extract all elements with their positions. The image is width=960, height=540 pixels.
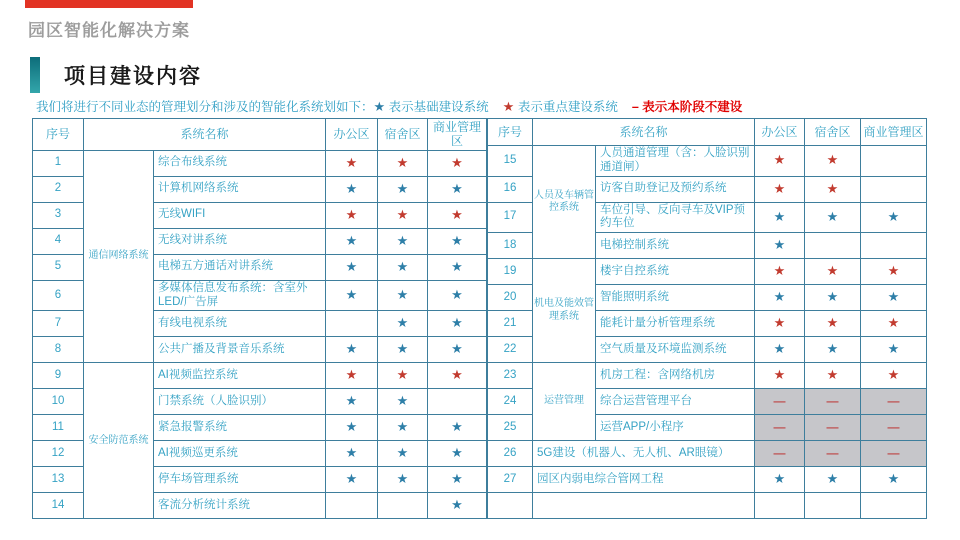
mark-cell bbox=[755, 285, 805, 311]
mark-cell bbox=[326, 337, 378, 363]
seq-cell: 5 bbox=[33, 254, 84, 280]
seq-cell: 1 bbox=[33, 150, 84, 176]
mark-cell bbox=[805, 337, 861, 363]
mark-cell bbox=[861, 311, 927, 337]
key-star-icon: ★ bbox=[345, 367, 358, 383]
not-built-dash-icon: — bbox=[826, 393, 839, 408]
seq-cell: 20 bbox=[488, 285, 533, 311]
system-name-cell: 运营APP/小程序 bbox=[596, 415, 755, 441]
seq-cell: 11 bbox=[33, 415, 84, 441]
mark-cell bbox=[805, 176, 861, 202]
basic-star-icon: ★ bbox=[451, 287, 463, 303]
mark-cell bbox=[755, 337, 805, 363]
basic-star-icon: ★ bbox=[826, 289, 839, 305]
mark-cell bbox=[755, 202, 805, 233]
basic-star-icon: ★ bbox=[773, 341, 786, 357]
basic-star-icon: ★ bbox=[451, 497, 463, 513]
mark-cell bbox=[378, 415, 428, 441]
not-built-dash-icon: — bbox=[887, 419, 900, 434]
basic-star-icon: ★ bbox=[451, 315, 463, 331]
seq-cell: 7 bbox=[33, 311, 84, 337]
mark-cell bbox=[861, 363, 927, 389]
mark-cell bbox=[378, 389, 428, 415]
mark-cell bbox=[861, 146, 927, 177]
mark-cell bbox=[378, 202, 428, 228]
system-name-cell: 5G建设（机器人、无人机、AR眼镜） bbox=[533, 441, 755, 467]
section-title: 项目建设内容 bbox=[64, 65, 202, 88]
system-name-cell: 智能照明系统 bbox=[596, 285, 755, 311]
seq-cell: 21 bbox=[488, 311, 533, 337]
header-dorm-area: 宿舍区 bbox=[805, 119, 861, 146]
system-name-cell bbox=[533, 493, 755, 519]
key-star-icon: ★ bbox=[773, 263, 786, 279]
mark-cell bbox=[326, 254, 378, 280]
key-star-icon: ★ bbox=[887, 263, 900, 279]
basic-star-icon: ★ bbox=[396, 419, 409, 435]
system-name-cell: 无线WIFI bbox=[154, 202, 326, 228]
mark-cell bbox=[428, 467, 487, 493]
table-row bbox=[488, 259, 927, 285]
system-name-cell: 公共广播及背景音乐系统 bbox=[154, 337, 326, 363]
category-cell: 通信网络系统 bbox=[84, 150, 154, 363]
system-name-cell: 综合运营管理平台 bbox=[596, 389, 755, 415]
basic-star-icon: ★ bbox=[451, 258, 463, 274]
mark-cell bbox=[378, 311, 428, 337]
header-row bbox=[33, 119, 487, 151]
key-star-icon: ★ bbox=[773, 315, 786, 331]
mark-cell bbox=[805, 311, 861, 337]
seq-cell: 17 bbox=[488, 202, 533, 233]
mark-cell bbox=[755, 259, 805, 285]
header-office-area: 办公区 bbox=[755, 119, 805, 146]
mark-cell bbox=[378, 441, 428, 467]
key-star-icon: ★ bbox=[826, 180, 839, 196]
mark-cell bbox=[428, 311, 487, 337]
basic-star-icon: ★ bbox=[396, 258, 409, 274]
basic-star-icon: ★ bbox=[345, 232, 358, 248]
mark-cell bbox=[378, 467, 428, 493]
seq-cell: 18 bbox=[488, 233, 533, 259]
seq-cell: 13 bbox=[33, 467, 84, 493]
key-star-icon: ★ bbox=[773, 367, 786, 383]
basic-star-icon: ★ bbox=[887, 341, 900, 357]
mark-cell bbox=[326, 202, 378, 228]
system-name-cell: 能耗计量分析管理系统 bbox=[596, 311, 755, 337]
mark-cell bbox=[326, 176, 378, 202]
mark-cell bbox=[755, 176, 805, 202]
mark-cell bbox=[805, 467, 861, 493]
key-star-icon: ★ bbox=[345, 206, 358, 222]
mark-cell bbox=[805, 493, 861, 519]
mark-cell bbox=[861, 285, 927, 311]
basic-star-icon: ★ bbox=[451, 341, 463, 357]
mark-cell bbox=[755, 467, 805, 493]
basic-star-icon: ★ bbox=[373, 99, 386, 114]
mark-cell bbox=[378, 228, 428, 254]
header-commercial-area: 商业管理区 bbox=[861, 119, 927, 146]
basic-star-icon: ★ bbox=[396, 287, 409, 303]
category-cell: 机电及能效管理系统 bbox=[533, 259, 596, 363]
mark-cell bbox=[861, 176, 927, 202]
header-office-area: 办公区 bbox=[326, 119, 378, 151]
system-name-cell: 紧急报警系统 bbox=[154, 415, 326, 441]
seq-cell: 3 bbox=[33, 202, 84, 228]
key-star-icon: ★ bbox=[887, 315, 900, 331]
category-cell: 运营管理 bbox=[533, 363, 596, 441]
key-star-icon: ★ bbox=[451, 367, 463, 383]
basic-star-icon: ★ bbox=[773, 208, 786, 224]
legend-key-label: 表示重点建设系统 bbox=[517, 100, 618, 114]
mark-cell bbox=[326, 467, 378, 493]
seq-cell: 26 bbox=[488, 441, 533, 467]
mark-cell bbox=[861, 233, 927, 259]
key-star-icon: ★ bbox=[773, 180, 786, 196]
header-row bbox=[488, 119, 927, 146]
seq-cell: 16 bbox=[488, 176, 533, 202]
system-name-cell: 电梯控制系统 bbox=[596, 233, 755, 259]
basic-star-icon: ★ bbox=[451, 419, 463, 435]
not-built-dash-icon: — bbox=[773, 445, 786, 460]
mark-cell bbox=[378, 337, 428, 363]
key-star-icon: ★ bbox=[826, 367, 839, 383]
seq-cell: 2 bbox=[33, 176, 84, 202]
system-name-cell: 客流分析统计系统 bbox=[154, 493, 326, 519]
basic-star-icon: ★ bbox=[451, 232, 463, 248]
table-row bbox=[488, 441, 927, 467]
system-name-cell: 楼宇自控系统 bbox=[596, 259, 755, 285]
mark-cell bbox=[805, 285, 861, 311]
key-star-icon: ★ bbox=[826, 263, 839, 279]
seq-cell: 6 bbox=[33, 280, 84, 311]
seq-cell: 24 bbox=[488, 389, 533, 415]
mark-cell bbox=[428, 389, 487, 415]
key-star-icon: ★ bbox=[451, 154, 463, 170]
basic-star-icon: ★ bbox=[887, 471, 900, 487]
basic-star-icon: ★ bbox=[451, 445, 463, 461]
basic-star-icon: ★ bbox=[345, 258, 358, 274]
seq-cell: 25 bbox=[488, 415, 533, 441]
basic-star-icon: ★ bbox=[773, 237, 786, 253]
system-name-cell: 人员通道管理（含：人脸识别通道闸） bbox=[596, 146, 755, 177]
mark-cell bbox=[861, 202, 927, 233]
basic-star-icon: ★ bbox=[396, 471, 409, 487]
mark-cell bbox=[326, 280, 378, 311]
mark-cell bbox=[861, 441, 927, 467]
mark-cell bbox=[326, 311, 378, 337]
slide-title: 园区智能化解决方案 bbox=[28, 21, 190, 40]
system-name-cell: 门禁系统（人脸识别） bbox=[154, 389, 326, 415]
basic-star-icon: ★ bbox=[345, 180, 358, 196]
mark-cell bbox=[805, 389, 861, 415]
mark-cell bbox=[861, 467, 927, 493]
table-row bbox=[33, 150, 487, 176]
basic-star-icon: ★ bbox=[345, 287, 358, 303]
basic-star-icon: ★ bbox=[826, 341, 839, 357]
mark-cell bbox=[428, 415, 487, 441]
basic-star-icon: ★ bbox=[345, 445, 358, 461]
mark-cell bbox=[326, 150, 378, 176]
header-seq: 序号 bbox=[488, 119, 533, 146]
mark-cell bbox=[805, 202, 861, 233]
seq-cell: 4 bbox=[33, 228, 84, 254]
basic-star-icon: ★ bbox=[451, 180, 463, 196]
mark-cell bbox=[428, 493, 487, 519]
legend-basic-label: 表示基础建设系统 bbox=[388, 100, 489, 114]
system-name-cell: 综合布线系统 bbox=[154, 150, 326, 176]
key-star-icon: ★ bbox=[826, 152, 839, 168]
mark-cell bbox=[378, 254, 428, 280]
basic-star-icon: ★ bbox=[887, 289, 900, 305]
mark-cell bbox=[755, 146, 805, 177]
mark-cell bbox=[755, 311, 805, 337]
system-name-cell: AI视频监控系统 bbox=[154, 363, 326, 389]
basic-star-icon: ★ bbox=[396, 341, 409, 357]
mark-cell bbox=[428, 441, 487, 467]
mark-cell bbox=[861, 389, 927, 415]
accent-bar bbox=[30, 57, 40, 93]
basic-star-icon: ★ bbox=[345, 419, 358, 435]
mark-cell bbox=[428, 228, 487, 254]
key-star-icon: ★ bbox=[396, 154, 409, 170]
legend-line bbox=[36, 97, 742, 115]
seq-cell: 23 bbox=[488, 363, 533, 389]
system-name-cell: 有线电视系统 bbox=[154, 311, 326, 337]
systems-tables bbox=[32, 118, 927, 519]
table-row bbox=[488, 146, 927, 177]
seq-cell: 10 bbox=[33, 389, 84, 415]
systems-table-right bbox=[487, 118, 927, 519]
not-built-dash-icon: — bbox=[826, 419, 839, 434]
mark-cell bbox=[428, 363, 487, 389]
seq-cell bbox=[488, 493, 533, 519]
system-name-cell: 车位引导、反向寻车及VIP预约车位 bbox=[596, 202, 755, 233]
top-red-bar bbox=[25, 0, 193, 8]
category-cell: 人员及车辆管控系统 bbox=[533, 146, 596, 259]
seq-cell: 19 bbox=[488, 259, 533, 285]
key-star-icon: ★ bbox=[396, 206, 409, 222]
key-star-icon: ★ bbox=[502, 99, 515, 114]
mark-cell bbox=[861, 493, 927, 519]
system-name-cell: 电梯五方通话对讲系统 bbox=[154, 254, 326, 280]
basic-star-icon: ★ bbox=[396, 445, 409, 461]
mark-cell bbox=[755, 233, 805, 259]
header-system-name: 系统名称 bbox=[533, 119, 755, 146]
not-built-dash-icon: — bbox=[826, 445, 839, 460]
mark-cell bbox=[755, 363, 805, 389]
key-star-icon: ★ bbox=[345, 154, 358, 170]
basic-star-icon: ★ bbox=[396, 180, 409, 196]
mark-cell bbox=[755, 389, 805, 415]
mark-cell bbox=[805, 146, 861, 177]
basic-star-icon: ★ bbox=[396, 393, 409, 409]
mark-cell bbox=[326, 228, 378, 254]
legend-intro: 我们将进行不同业态的管理划分和涉及的智能化系统划如下： bbox=[36, 100, 374, 114]
system-name-cell: 空气质量及环境监测系统 bbox=[596, 337, 755, 363]
seq-cell: 27 bbox=[488, 467, 533, 493]
mark-cell bbox=[861, 415, 927, 441]
mark-cell bbox=[755, 493, 805, 519]
seq-cell: 15 bbox=[488, 146, 533, 177]
seq-cell: 14 bbox=[33, 493, 84, 519]
system-name-cell: 园区内弱电综合管网工程 bbox=[533, 467, 755, 493]
mark-cell bbox=[805, 363, 861, 389]
system-name-cell: 无线对讲系统 bbox=[154, 228, 326, 254]
mark-cell bbox=[326, 389, 378, 415]
mark-cell bbox=[428, 280, 487, 311]
basic-star-icon: ★ bbox=[345, 393, 358, 409]
mark-cell bbox=[428, 254, 487, 280]
not-built-dash-icon: — bbox=[773, 419, 786, 434]
key-star-icon: ★ bbox=[887, 367, 900, 383]
mark-cell bbox=[428, 337, 487, 363]
mark-cell bbox=[805, 233, 861, 259]
mark-cell bbox=[805, 441, 861, 467]
header-commercial-area: 商业管理区 bbox=[428, 119, 487, 151]
mark-cell bbox=[861, 337, 927, 363]
mark-cell bbox=[326, 493, 378, 519]
seq-cell: 9 bbox=[33, 363, 84, 389]
mark-cell bbox=[326, 363, 378, 389]
not-built-dash-icon: — bbox=[887, 445, 900, 460]
header-system-name: 系统名称 bbox=[84, 119, 326, 151]
basic-star-icon: ★ bbox=[396, 232, 409, 248]
mark-cell bbox=[326, 441, 378, 467]
system-name-cell: 停车场管理系统 bbox=[154, 467, 326, 493]
system-name-cell: AI视频巡更系统 bbox=[154, 441, 326, 467]
table-row bbox=[33, 363, 487, 389]
mark-cell bbox=[805, 415, 861, 441]
header-seq: 序号 bbox=[33, 119, 84, 151]
category-cell: 安全防范系统 bbox=[84, 363, 154, 519]
table-row bbox=[488, 493, 927, 519]
key-star-icon: ★ bbox=[826, 315, 839, 331]
not-built-dash-icon: — bbox=[887, 393, 900, 408]
mark-cell bbox=[378, 280, 428, 311]
seq-cell: 8 bbox=[33, 337, 84, 363]
system-name-cell: 访客自助登记及预约系统 bbox=[596, 176, 755, 202]
basic-star-icon: ★ bbox=[345, 471, 358, 487]
basic-star-icon: ★ bbox=[345, 341, 358, 357]
section-header bbox=[30, 57, 202, 93]
mark-cell bbox=[428, 176, 487, 202]
mark-cell bbox=[326, 415, 378, 441]
basic-star-icon: ★ bbox=[826, 471, 839, 487]
key-star-icon: ★ bbox=[773, 152, 786, 168]
mark-cell bbox=[755, 441, 805, 467]
basic-star-icon: ★ bbox=[773, 289, 786, 305]
key-star-icon: ★ bbox=[396, 367, 409, 383]
basic-star-icon: ★ bbox=[451, 471, 463, 487]
seq-cell: 22 bbox=[488, 337, 533, 363]
system-name-cell: 计算机网络系统 bbox=[154, 176, 326, 202]
mark-cell bbox=[805, 259, 861, 285]
mark-cell bbox=[428, 150, 487, 176]
basic-star-icon: ★ bbox=[396, 315, 409, 331]
seq-cell: 12 bbox=[33, 441, 84, 467]
header-dorm-area: 宿舍区 bbox=[378, 119, 428, 151]
not-built-dash-icon: – bbox=[631, 100, 639, 114]
key-star-icon: ★ bbox=[451, 206, 463, 222]
systems-table-left bbox=[32, 118, 487, 519]
system-name-cell: 多媒体信息发布系统：含室外LED/广告屏 bbox=[154, 280, 326, 311]
system-name-cell: 机房工程：含网络机房 bbox=[596, 363, 755, 389]
table-row bbox=[488, 467, 927, 493]
not-built-dash-icon: — bbox=[773, 393, 786, 408]
legend-not-built-label: 表示本阶段不建设 bbox=[642, 100, 743, 114]
table-row bbox=[488, 363, 927, 389]
mark-cell bbox=[378, 493, 428, 519]
mark-cell bbox=[861, 259, 927, 285]
mark-cell bbox=[378, 150, 428, 176]
basic-star-icon: ★ bbox=[887, 208, 900, 224]
mark-cell bbox=[378, 363, 428, 389]
mark-cell bbox=[378, 176, 428, 202]
mark-cell bbox=[428, 202, 487, 228]
basic-star-icon: ★ bbox=[773, 471, 786, 487]
mark-cell bbox=[755, 415, 805, 441]
basic-star-icon: ★ bbox=[826, 208, 839, 224]
